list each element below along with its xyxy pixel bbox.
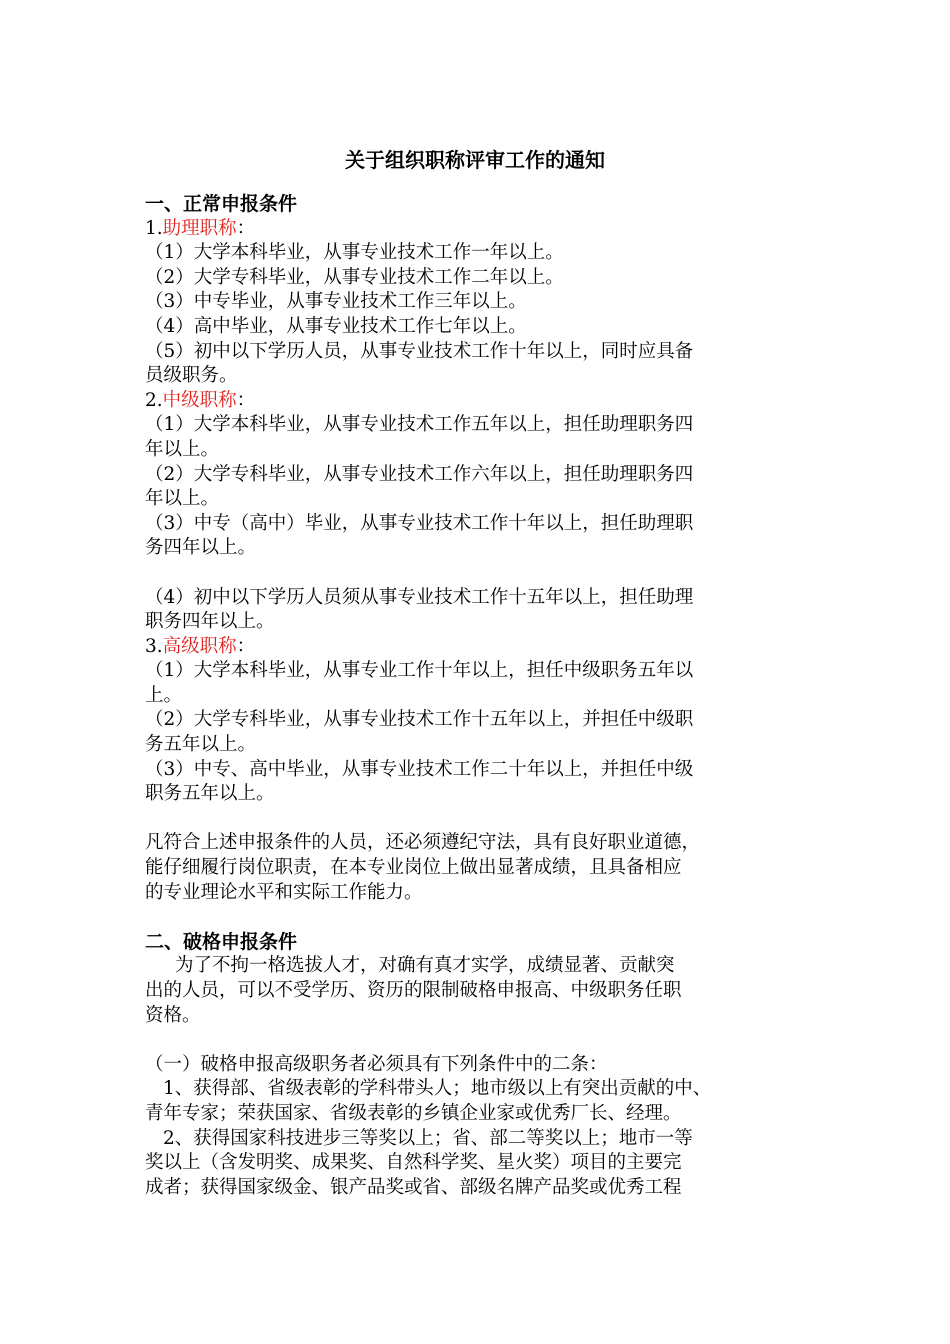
subsection-colon: ： xyxy=(236,389,256,411)
paragraph-line: （2）大学专科毕业，从事专业技术工作六年以上，担任助理职务四 xyxy=(145,463,694,485)
paragraph-line: （3）中专毕业，从事专业技术工作三年以上。 xyxy=(145,291,527,313)
subsection-number: 3. xyxy=(145,635,163,657)
summary-line: 能仔细履行岗位职责，在本专业岗位上做出显著成绩，且具备相应 xyxy=(145,857,682,879)
subsection-colon: ： xyxy=(236,635,256,657)
paragraph-line: 职务五年以上。 xyxy=(145,783,275,805)
subsection-label-intermediate: 中级职称 xyxy=(162,389,237,411)
paragraph-line: 务五年以上。 xyxy=(145,734,257,756)
summary-line: 凡符合上述申报条件的人员，还必须遵纪守法，具有良好职业道德， xyxy=(145,832,701,854)
blank-line xyxy=(145,807,813,832)
condition-line: 青年专家；荣获国家、省级表彰的乡镇企业家或优秀厂长、经理。 xyxy=(145,1102,682,1124)
blank-line xyxy=(145,1028,813,1053)
paragraph-line: 年以上。 xyxy=(145,488,220,510)
paragraph-line: 上。 xyxy=(145,684,183,706)
subsection-number: 2. xyxy=(145,389,163,411)
paragraph-line: （1）大学本科毕业，从事专业工作十年以上，担任中级职务五年以 xyxy=(145,660,694,682)
blank-line xyxy=(145,905,813,930)
subsection-senior-title xyxy=(145,635,813,660)
paragraph-line: 务四年以上。 xyxy=(145,537,257,559)
paragraph-line: （1）大学本科毕业，从事专业技术工作一年以上。 xyxy=(145,242,564,264)
condition-line: 2、获得国家科技进步三等奖以上；省、部二等奖以上；地市一等 xyxy=(163,1127,693,1149)
subsection-assistant-title xyxy=(145,217,813,242)
subsection-label-assistant: 助理职称 xyxy=(162,217,237,239)
intro-line: 为了不拘一格选拔人才，对确有真才实学，成绩显著、贡献突 xyxy=(175,955,675,977)
paragraph-line: 职务四年以上。 xyxy=(145,611,275,633)
paragraph-line: 年以上。 xyxy=(145,438,220,460)
subsection-colon: ： xyxy=(236,217,256,239)
paragraph-line: （4）初中以下学历人员须从事专业技术工作十五年以上，担任助理 xyxy=(145,586,694,608)
paragraph-line: （2）大学专科毕业，从事专业技术工作十五年以上，并担任中级职 xyxy=(145,709,694,731)
intro-line: 资格。 xyxy=(145,1004,201,1026)
paragraph-line: （2）大学专科毕业，从事专业技术工作二年以上。 xyxy=(145,266,564,288)
condition-line: 1、获得部、省级表彰的学科带头人；地市级以上有突出贡献的中、 xyxy=(163,1078,712,1100)
sub-heading-senior-exceptional: （一）破格申报高级职务者必须具有下列条件中的二条： xyxy=(145,1053,608,1075)
summary-line: 的专业理论水平和实际工作能力。 xyxy=(145,881,423,903)
section-heading-normal: 一、正常申报条件 xyxy=(145,193,298,215)
section-heading-exceptional: 二、破格申报条件 xyxy=(145,930,298,953)
condition-line: 奖以上（含发明奖、成果奖、自然科学奖、星火奖）项目的主要完 xyxy=(145,1152,682,1174)
subsection-number: 1. xyxy=(145,217,163,239)
intro-line: 出的人员，可以不受学历、资历的限制破格申报高、中级职务任职 xyxy=(145,980,682,1001)
document-title: 关于组织职称评审工作的通知 xyxy=(345,148,605,172)
paragraph-line: （5）初中以下学历人员，从事专业技术工作十年以上，同时应具备 xyxy=(145,340,694,362)
paragraph-line: （3）中专、高中毕业，从事专业技术工作二十年以上，并担任中级 xyxy=(145,758,694,780)
blank-line xyxy=(145,561,813,586)
subsection-label-senior: 高级职称 xyxy=(162,635,237,657)
paragraph-line: 员级职务。 xyxy=(145,365,238,387)
paragraph-line: （1）大学本科毕业，从事专业技术工作五年以上，担任助理职务四 xyxy=(145,414,694,436)
paragraph-line: （3）中专（高中）毕业，从事专业技术工作十年以上，担任助理职 xyxy=(145,512,694,534)
subsection-intermediate-title xyxy=(145,389,813,414)
paragraph-line: （4）高中毕业，从事专业技术工作七年以上。 xyxy=(145,315,527,337)
document-body xyxy=(145,192,813,1200)
condition-line: 成者；获得国家级金、银产品奖或省、部级名牌产品奖或优秀工程 xyxy=(145,1176,682,1198)
